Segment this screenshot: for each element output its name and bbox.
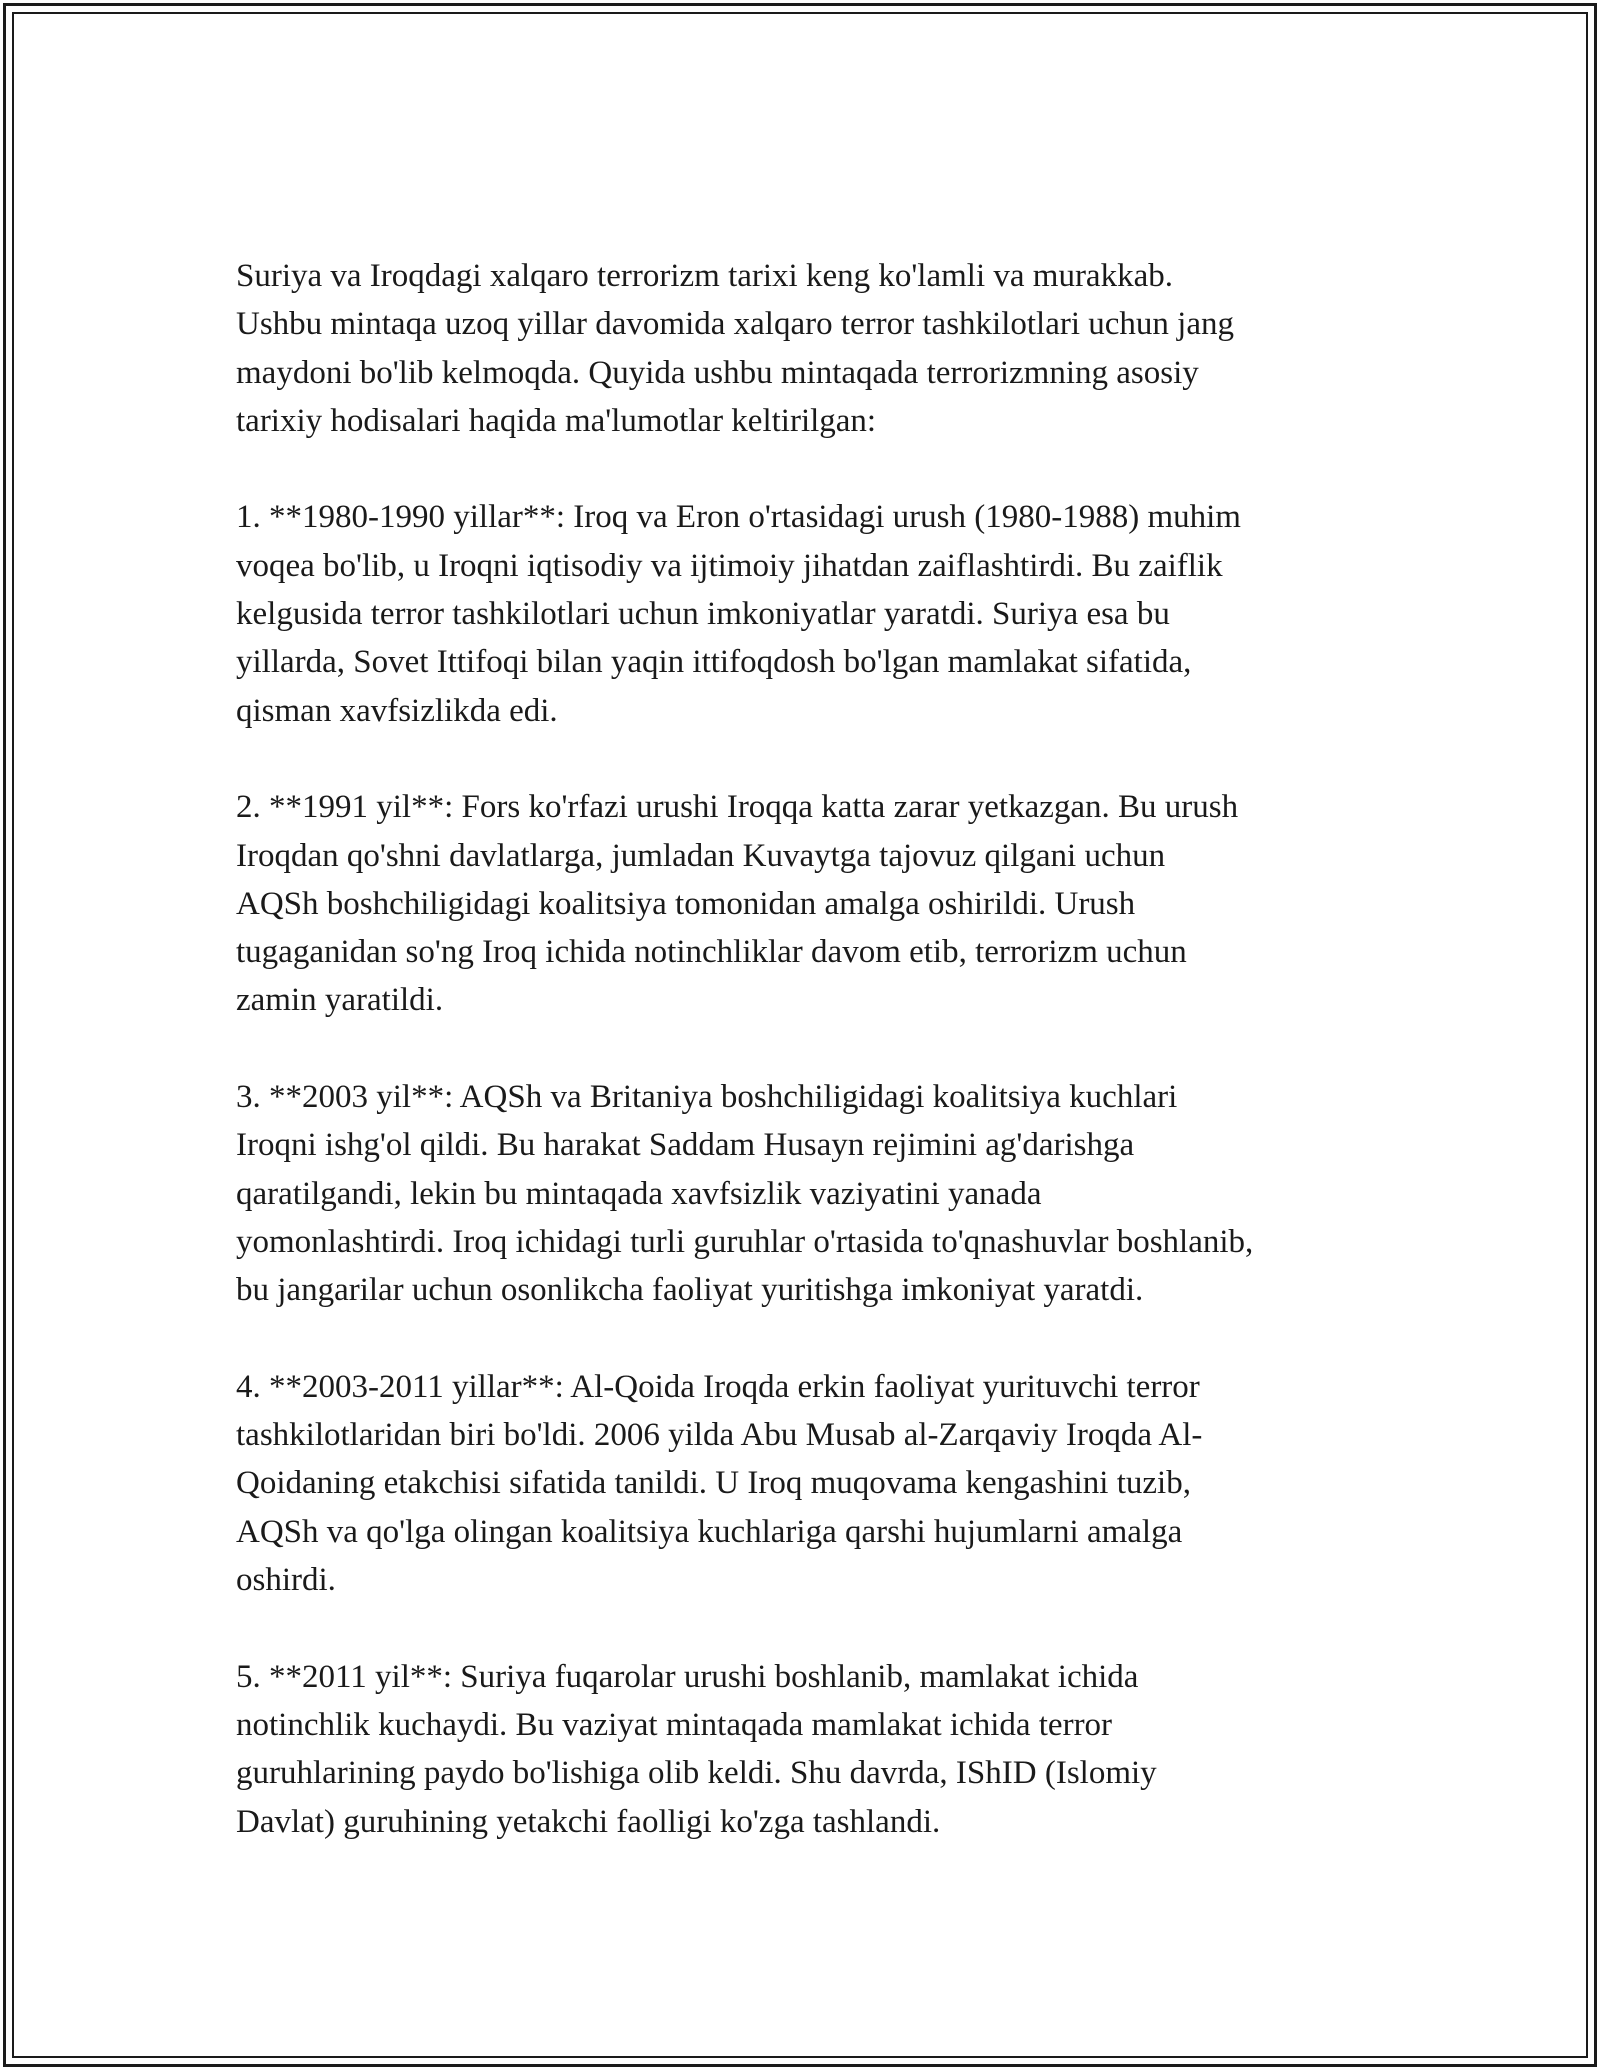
list-item-2003-2011: 4. **2003-2011 yillar**: Al-Qoida Iroqda erkin faoliyat yurituvchi terror tashkilotlaridan biri bo'ldi. 2006 yilda Abu Musab al-Zarqaviy Iroqda Al- Qoidaning etakchisi sifatida tanildi. U Iroq muqovama kengashini tuzib, AQSh va qo'lga olingan koalitsiya kuchlariga qarshi hujumlarni amalga oshirdi. bbox=[236, 1368, 1203, 1599]
intro-paragraph: Suriya va Iroqdagi xalqaro terrorizm tarixi keng ko'lamli va murakkab. Ushbu mintaqa uzoq yillar davomida xalqaro terror tashkilotlari uchun jang maydoni bo'lib kelmoqda. Quyida ushbu mintaqada terrorizmning asosiy tarixiy hodisalari haqida ma'lumotlar keltirilgan: bbox=[236, 258, 1234, 439]
list-item-2003: 3. **2003 yil**: AQSh va Britaniya boshchiligidagi koalitsiya kuchlari Iroqni ishg'ol qildi. Bu harakat Saddam Husayn rejimini ag'darishga qaratilgandi, lekin bu mintaqada xavfsizlik vaziyatini yanada yomonlashtirdi. Iroq ichidagi turli guruhlar o'rtasida to'qnashuvlar boshlanib, bu jangarilar uchun osonlikcha faoliyat yuritishga imkoniyat yaratdi. bbox=[236, 1079, 1254, 1309]
list-item-1980-1990: 1. **1980-1990 yillar**: Iroq va Eron o'rtasidagi urush (1980-1988) muhim voqea bo'lib, u Iroqni iqtisodiy va ijtimoiy jihatdan zaiflashtirdi. Bu zaiflik kelgusida terror tashkilotlari uchun imkoniyatlar yaratdi. Suriya esa bu yillarda, Sovet Ittifoqi bilan yaqin ittifoqdosh bo'lgan mamlakat sifatida, qisman xavfsizlikda edi. bbox=[236, 499, 1241, 729]
document-body bbox=[236, 252, 1386, 1894]
list-item-1991: 2. **1991 yil**: Fors ko'rfazi urushi Iroqqa katta zarar yetkazgan. Bu urush Iroqdan qo'shni davlatlarga, jumladan Kuvaytga tajovuz qilgani uchun AQSh boshchiligidagi koalitsiya tomonidan amalga oshirildi. Urush tugaganidan so'ng Iroq ichida notinchliklar davom etib, terrorizm uchun zamin yaratildi. bbox=[236, 789, 1239, 1019]
list-item-2011: 5. **2011 yil**: Suriya fuqarolar urushi boshlanib, mamlakat ichida notinchlik kuchaydi. Bu vaziyat mintaqada mamlakat ichida terror guruhlarining paydo bo'lishiga olib keldi. Shu davrda, IShID (Islomiy Davlat) guruhining yetakchi faolligi ko'zga tashlandi. bbox=[236, 1658, 1157, 1840]
